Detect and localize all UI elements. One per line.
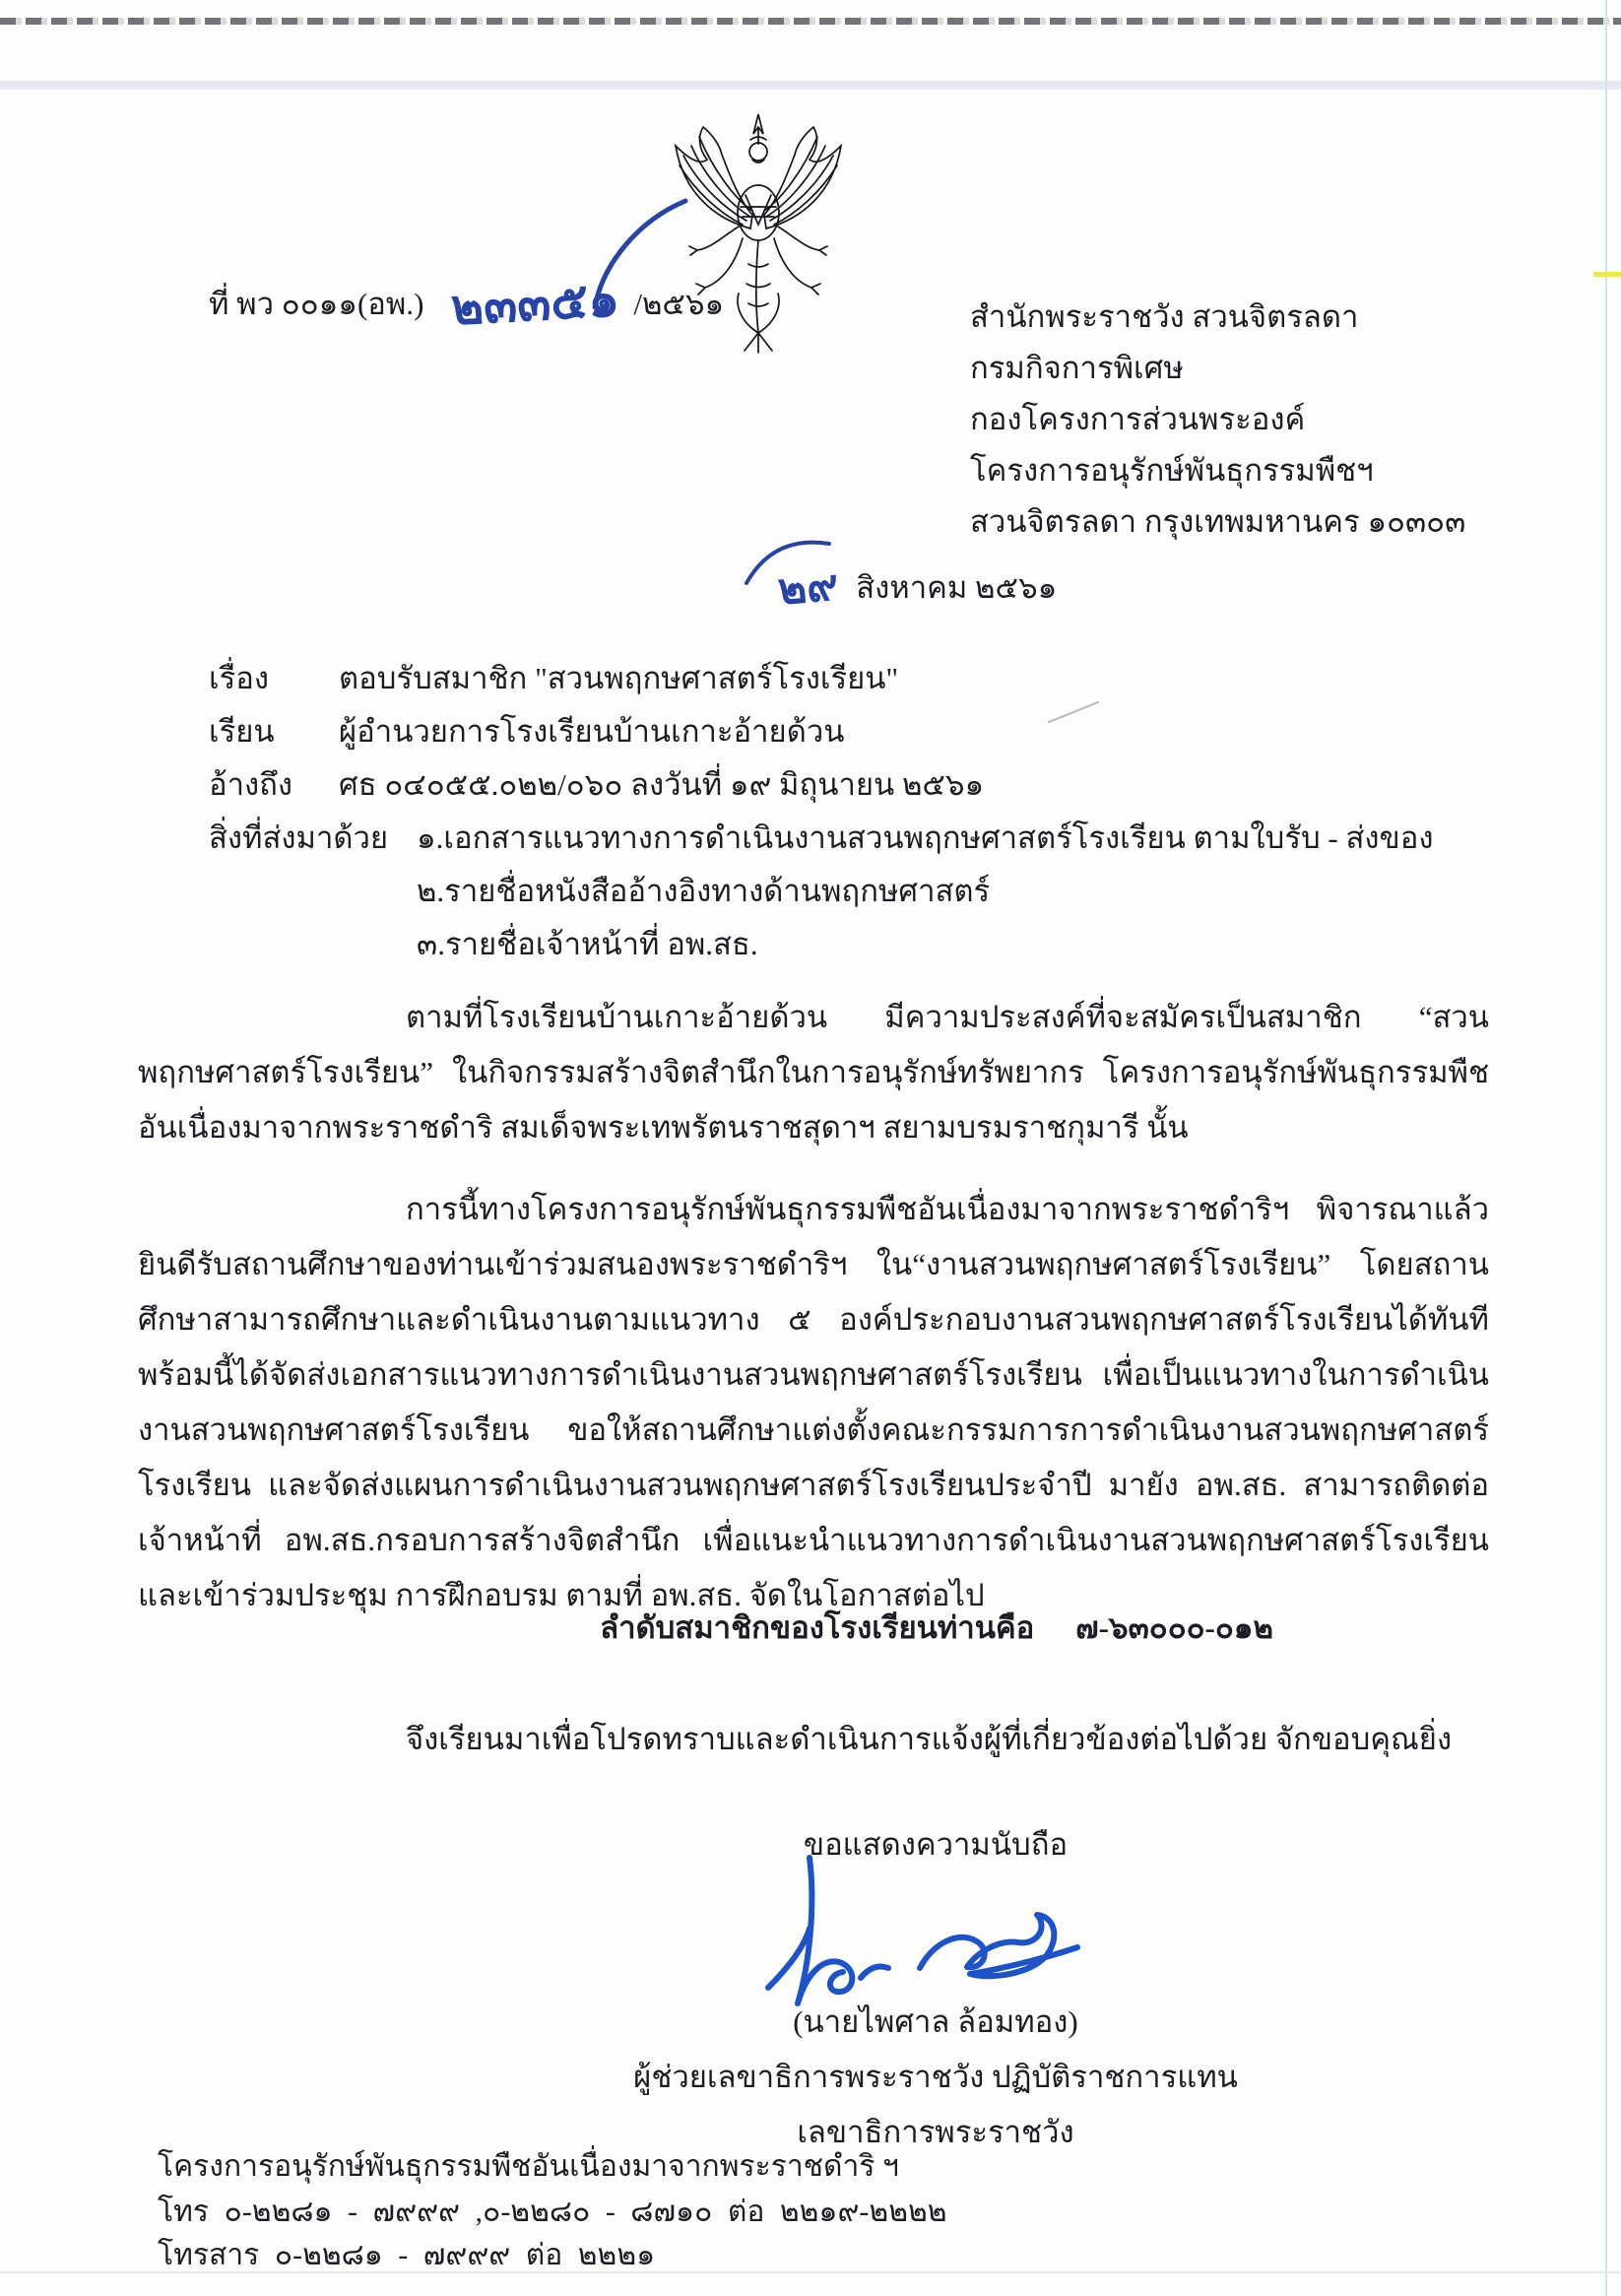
body-paragraph-1: ตามที่โรงเรียนบ้านเกาะอ้ายด้วน มีความประสงค์ที่จะสมัครเป็นสมาชิก “สวนพฤกษศาสตร์โรงเรียน” ในกิจกรรมสร้างจิตสำนึกในการอนุรักษ์ทรัพยากร โครงการอนุรักษ์พันธุกรรมพืชอันเนื่องมาจากพระราชดำริ สมเด็จพระเทพรัตนราชสุดาฯ สยามบรมราชกุมารี นั้น <box>138 1000 1489 1145</box>
scan-artifact-top-line <box>0 18 1621 25</box>
scan-artifact-band <box>0 81 1621 90</box>
signer-title-2: เลขาธิการพระราชวัง <box>797 2115 1074 2149</box>
signature-ink-icon <box>711 1848 1164 2013</box>
enclosure-item: ๒.รายชื่อหนังสืออ้างอิงทางด้านพฤกษศาสตร์ <box>417 874 991 908</box>
date-handwritten-day: ๒๙ <box>775 560 841 615</box>
reference-handwritten-number: ๒๓๓๕๑ <box>450 271 621 336</box>
scan-artifact-pencil-mark <box>1048 701 1100 724</box>
handwriting-swoosh-icon <box>567 195 697 315</box>
body-paragraph-2: การนี้ทางโครงการอนุรักษ์พันธุกรรมพืชอันเนื่องมาจากพระราชดำริฯ พิจารณาแล้ว ยินดีรับสถานศึกษาของท่านเข้าร่วมสนองพระราชดำริฯ ใน“งานสวนพฤกษศาสตร์โรงเรียน” โดยสถานศึกษาสามารถศึกษาและดำเนินงานตามแนวทาง ๕ องค์ประกอบงานสวนพฤกษศาสตร์โรงเรียนได้ทันที พร้อมนี้ได้จัดส่งเอกสารแนวทางการดำเนินงานสวนพฤกษศาสตร์โรงเรียน เพื่อเป็นแนวทางในการดำเนินงานสวนพฤกษศาสตร์โรงเรียน ขอให้สถานศึกษาแต่งตั้งคณะกรรมการการดำเนินงานสวนพฤกษศาสตร์โรงเรียน และจัดส่งแผนการดำเนินงานสวนพฤกษศาสตร์โรงเรียนประจำปี มายัง อพ.สธ. สามารถติดต่อเจ้าหน้าที่ อพ.สธ.กรอบการสร้างจิตสำนึก เพื่อแนะนำแนวทางการดำเนินงานสวนพฤกษศาสตร์โรงเรียน และเข้าร่วมประชุม การฝึกอบรม ตามที่ อพ.สธ. จัดในโอกาสต่อไป <box>138 1192 1489 1612</box>
field-label: อ้างถึง <box>209 767 293 802</box>
sender-address-line: สำนักพระราชวัง สวนจิตรลดา <box>970 299 1359 334</box>
enclosure-item: ๑.เอกสารแนวทางการดำเนินงานสวนพฤกษศาสตร์โรงเรียน ตามใบรับ - ส่งของ <box>417 820 1434 855</box>
member-number-value: ๗-๖๓๐๐๐-๐๑๒ <box>1075 1610 1273 1645</box>
salutation: ขอแสดงความนับถือ <box>803 1827 1069 1862</box>
date-printed: สิงหาคม ๒๕๖๑ <box>856 570 1058 605</box>
sender-address-line: โครงการอนุรักษ์พันธุกรรมพืชฯ <box>970 453 1374 488</box>
field-value: ศธ ๐๔๐๕๕.๐๒๒/๐๖๐ ลงวันที่ ๑๙ มิถุนายน ๒๕๖๑ <box>339 767 985 802</box>
sender-address-line: สวนจิตรลดา กรุงเทพมหานคร ๑๐๓๐๓ <box>970 504 1466 539</box>
field-label: เรื่อง <box>209 661 270 695</box>
signer-title-1: ผู้ช่วยเลขาธิการพระราชวัง ปฏิบัติราชการแทน <box>633 2060 1238 2094</box>
reference-prefix: ที่ พว ๐๐๑๑(อพ.) <box>209 287 424 321</box>
handwriting-flick-icon <box>741 532 835 587</box>
sender-address-line: กรมกิจการพิเศษ <box>970 351 1184 385</box>
enclosures-label: สิ่งที่ส่งมาด้วย <box>209 820 389 855</box>
sender-address-line: กองโครงการส่วนพระองค์ <box>970 402 1306 436</box>
scan-artifact-right-line <box>1605 0 1607 2296</box>
field-value: ผู้อำนวยการโรงเรียนบ้านเกาะอ้ายด้วน <box>339 714 845 749</box>
scan-artifact-yellow-dash <box>1593 272 1621 277</box>
reference-suffix: /๒๕๖๑ <box>633 287 725 321</box>
footer-fax-line: โทรสาร ๐-๒๒๘๑ - ๗๙๙๙ ต่อ ๒๒๒๑ <box>158 2239 656 2271</box>
field-value: ตอบรับสมาชิก "สวนพฤกษศาสตร์โรงเรียน" <box>339 661 899 695</box>
field-label: เรียน <box>209 714 275 749</box>
footer-project-line: โครงการอนุรักษ์พันธุกรรมพืชอันเนื่องมาจากพระราชดำริ ฯ <box>158 2150 899 2183</box>
signer-name: (นายไพศาล ล้อมทอง) <box>793 2004 1078 2039</box>
sender-address-block <box>970 292 1465 548</box>
member-number-line <box>138 1607 1489 1649</box>
footer-telephone-line: โทร ๐-๒๒๘๑ - ๗๙๙๙ ,๐-๒๒๘๐ - ๘๗๑๐ ต่อ ๒๒๑๙-๒๒๒๒ <box>158 2196 947 2228</box>
member-number-label: ลำดับสมาชิกของโรงเรียนท่านคือ <box>600 1610 1035 1645</box>
enclosure-item: ๓.รายชื่อเจ้าหน้าที่ อพ.สธ. <box>417 927 758 961</box>
closing-line: จึงเรียนมาเพื่อโปรดทราบและดำเนินการแจ้งผู้ที่เกี่ยวข้องต่อไปด้วย จักขอบคุณยิ่ง <box>406 1722 1453 1756</box>
